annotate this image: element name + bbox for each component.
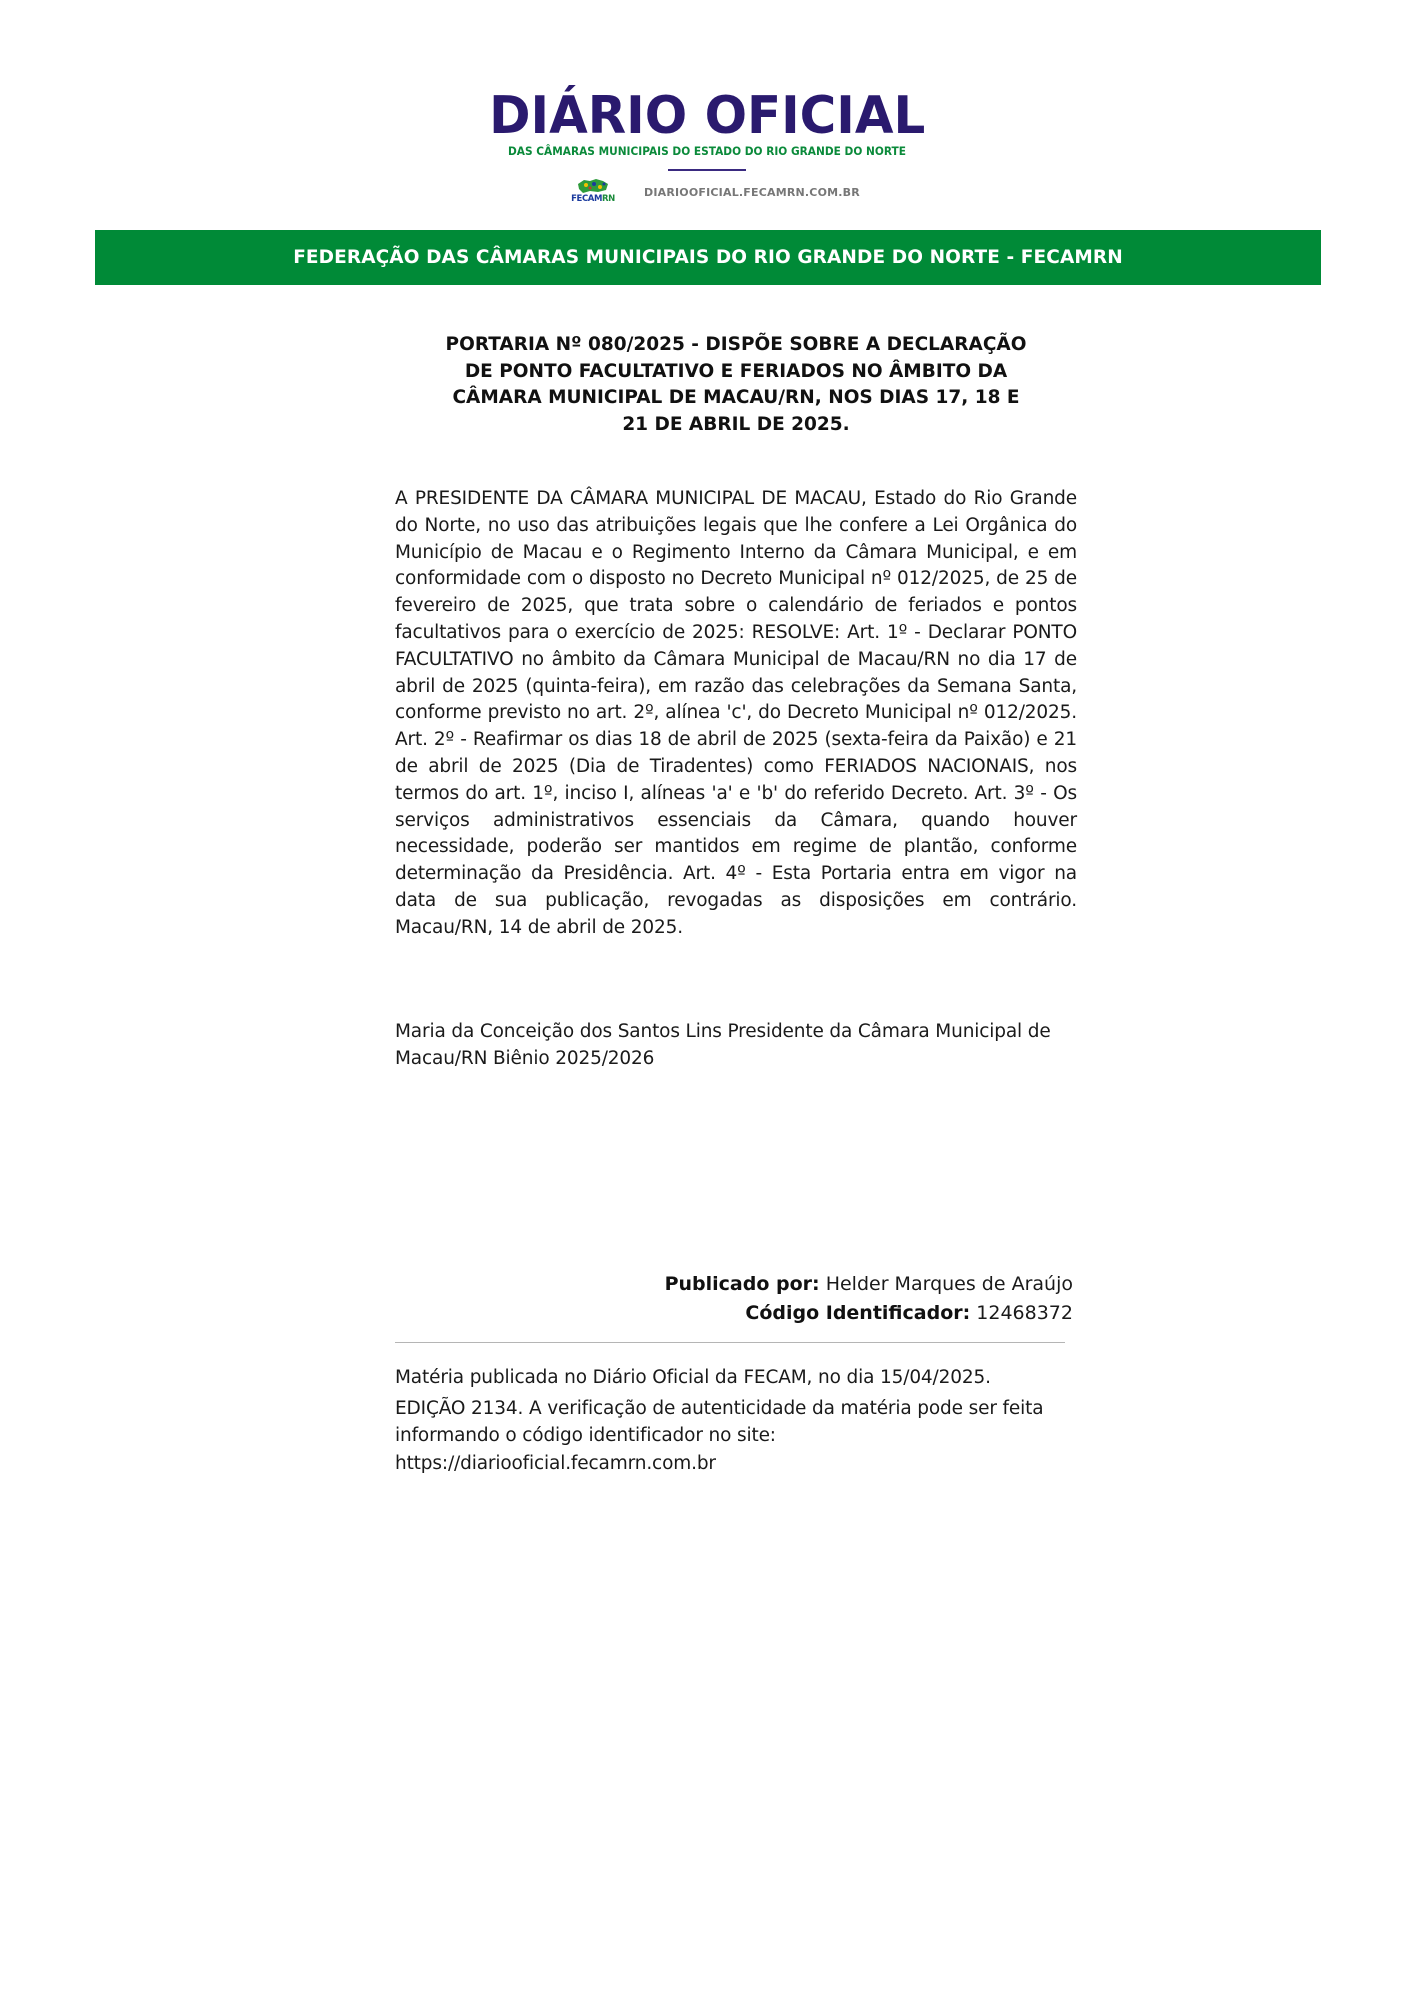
site-url[interactable]: DIARIOOFICIAL.FECAMRN.COM.BR — [644, 185, 860, 199]
publication-info — [395, 1270, 1073, 1327]
masthead — [0, 88, 1414, 171]
code-label: Código Identificador: — [745, 1301, 971, 1324]
masthead-title: DIÁRIO OFICIAL — [488, 86, 926, 146]
footer — [395, 1364, 1077, 1477]
document-body: A PRESIDENTE DA CÂMARA MUNICIPAL DE MACAU, Estado do Rio Grande do Norte, no uso das atribuições legais que lhe confere a Lei Orgânica do Município de Macau e o Regimento Interno da Câmara Municipal, e em conformidade com o disposto no Decreto Municipal nº 012/2025, de 25 de fevereiro de 2025, que trata sobre o calendário de feriados e pontos facultativos para o exercício de 2025: RESOLVE: Art. 1º - Declarar PONTO FACULTATIVO no âmbito da Câmara Municipal de Macau/RN no dia 17 de abril de 2025 (quinta-feira), em razão das celebrações da Semana Santa, conforme previsto no art. 2º, alínea 'c', do Decreto Municipal nº 012/2025. Art. 2º - Reafirmar os dias 18 de abril de 2025 (sexta-feira da Paixão) e 21 de abril de 2025 (Dia de Tiradentes) como FERIADOS NACIONAIS, nos termos do art. 1º, inciso I, alíneas 'a' e 'b' do referido Decreto. Art. 3º - Os serviços administrativos essenciais da Câmara, quando houver necessidade, poderão ser mantidos em regime de plantão, conforme determinação da Presidência. Art. 4º - Esta Portaria entra em vigor na data de sua publicação, revogadas as disposições em contrário. Macau/RN, 14 de abril de 2025. — [395, 488, 1077, 938]
masthead-site-row — [570, 175, 860, 209]
logo-text: FECAMRN — [571, 194, 615, 204]
fecamrn-logo — [570, 176, 616, 208]
masthead-rule — [668, 169, 746, 171]
footer-line-1: Matéria publicada no Diário Oficial da FECAM, no dia 15/04/2025. — [395, 1367, 991, 1388]
published-by-value: Helder Marques de Araújo — [825, 1273, 1073, 1295]
signature: Maria da Conceição dos Santos Lins Presidente da Câmara Municipal de Macau/RN Biênio 2025/2026 — [395, 1021, 1051, 1069]
footer-divider — [395, 1342, 1065, 1343]
rn-map-icon — [576, 178, 610, 194]
masthead-subtitle: DAS CÂMARAS MUNICIPAIS DO ESTADO DO RIO GRANDE DO NORTE — [508, 144, 906, 158]
banner-text: FEDERAÇÃO DAS CÂMARAS MUNICIPAIS DO RIO GRANDE DO NORTE - FECAMRN — [293, 247, 1123, 268]
federation-banner — [95, 230, 1321, 285]
footer-url[interactable]: https://diariooficial.fecamrn.com.br — [395, 1452, 716, 1474]
document-title: PORTARIA Nº 080/2025 - DISPÕE SOBRE A DECLARAÇÃO DE PONTO FACULTATIVO E FERIADOS NO ÂMBITO DA CÂMARA MUNICIPAL DE MACAU/RN, NOS DIAS 17, 18 E 21 DE ABRIL DE 2025. — [445, 334, 1027, 435]
footer-line-2: EDIÇÃO 2134. A verificação de autenticidade da matéria pode ser feita informando o código identificador no site: — [395, 1397, 1044, 1446]
code-value: 12468372 — [976, 1301, 1073, 1324]
published-by-label: Publicado por: — [664, 1273, 820, 1295]
code-row — [395, 1299, 1073, 1328]
published-by-row — [395, 1270, 1073, 1299]
